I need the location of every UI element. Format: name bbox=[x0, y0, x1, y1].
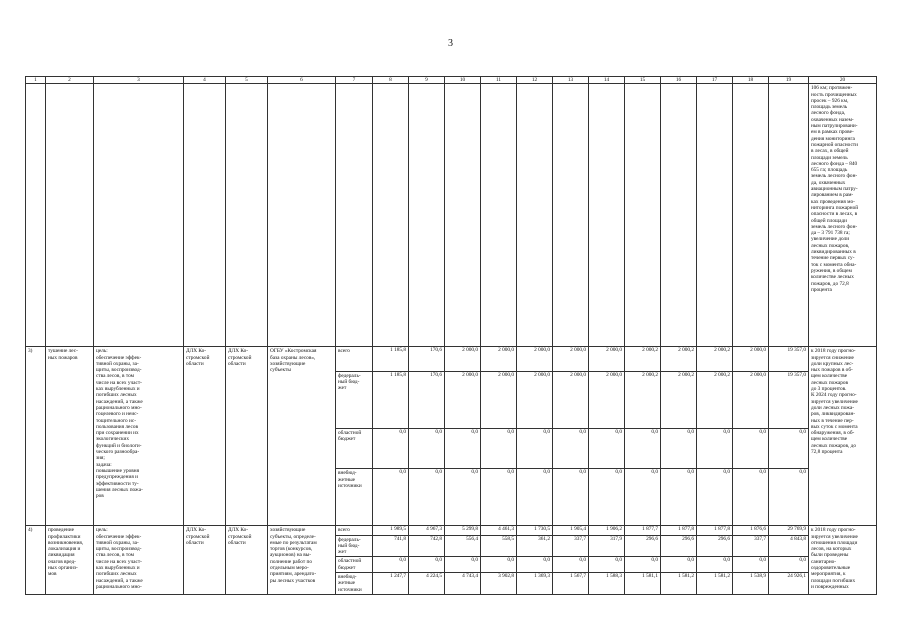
column-number-header: 9 bbox=[409, 77, 445, 84]
value-cell: 1 906,2 bbox=[589, 526, 625, 535]
value-cell: 2 000,0 bbox=[589, 347, 625, 371]
table-row bbox=[26, 526, 877, 535]
source-label: областной бюджет bbox=[336, 428, 373, 469]
column-number-header: 6 bbox=[268, 77, 336, 84]
value-cell: 4 743,4 bbox=[445, 573, 481, 595]
result-cell: к 2018 году прогно- зируется снижение доли крупных лес- ных пожаров в об- щем количестве лесных пожаров до 3 процентов. К 2024 году прогно- зируется увеличение доли лесных пожа- ров, ликвидирован- ных в течение пер- вых суток с момента обнаружения, в об- щем количестве лесных пожаров, до 72,8 процента bbox=[809, 347, 877, 526]
value-cell: 317,9 bbox=[589, 535, 625, 557]
source-label: федераль- ный бюд- жет bbox=[336, 371, 373, 428]
value-cell: 3 902,8 bbox=[481, 573, 517, 595]
value-cell: 1 581,2 bbox=[661, 573, 697, 595]
value-cell: 2 000,0 bbox=[517, 347, 553, 371]
value-cell: 1 730,5 bbox=[517, 526, 553, 535]
goal-cell: цель: обеспечение эффек- тивной охраны, за- щиты, воспроизвод- ства лесов, в том числе на всех участ- ках вырубленных и погибших лесных насаждений, а также рационального мно- bbox=[94, 526, 184, 595]
value-cell: 1 876,6 bbox=[733, 526, 769, 535]
participant-cell: хозяйствующие субъекты, определе- емые по результатам торгов (конкурсов, аукционов) на вы- полнение работ по отдельным меро- приятиям, арендато- ры лесных участков bbox=[268, 526, 336, 595]
value-cell: 0,0 bbox=[697, 557, 733, 573]
value-cell: 0,0 bbox=[553, 428, 589, 469]
value-cell: 1 567,7 bbox=[553, 573, 589, 595]
value-cell: 2 000,0 bbox=[445, 371, 481, 428]
value-cell: 2 000,0 bbox=[481, 371, 517, 428]
value-cell: 361,2 bbox=[517, 535, 553, 557]
value-cell: 296,6 bbox=[661, 535, 697, 557]
source-label: внебюд- жетные источники bbox=[336, 573, 373, 595]
value-cell: 0,0 bbox=[481, 557, 517, 573]
executor-cell: ДЛХ Ко- стромской области bbox=[184, 526, 226, 595]
column-number-header: 8 bbox=[373, 77, 409, 84]
value-cell: 1 588,3 bbox=[589, 573, 625, 595]
column-number-header: 4 bbox=[184, 77, 226, 84]
value-cell: 4 967,3 bbox=[409, 526, 445, 535]
value-cell: 2 000,0 bbox=[733, 371, 769, 428]
value-cell: 0,0 bbox=[625, 469, 661, 526]
total-cell: 24 926,1 bbox=[769, 573, 809, 595]
value-cell: 0,0 bbox=[481, 469, 517, 526]
value-cell: 741,8 bbox=[373, 535, 409, 557]
value-cell: 0,0 bbox=[661, 428, 697, 469]
column-number-header: 3 bbox=[94, 77, 184, 84]
total-cell: 0,0 bbox=[769, 428, 809, 469]
value-cell: 1 989,5 bbox=[373, 526, 409, 535]
total-cell: 29 769,9 bbox=[769, 526, 809, 535]
value-cell: 0,0 bbox=[409, 557, 445, 573]
coexecutor-cell: ДЛХ Ко- стромской области bbox=[226, 347, 268, 526]
value-cell: 556,4 bbox=[445, 535, 481, 557]
result-cell: 106 км; протяжен- ность прочищенных просек – 926 км, площадь земель лесного фонда, охваченных назем- ным патрулировани- ем в рамках прове- дения мониторинга пожарной опасности в лесах, в общей площади земель лесного фонда – 840 655 га; площадь земель лесного фон- да, охваченных авиационным патру- лированием в рам- ках проведения мо- ниторинга пожарной опасности в лесах, в общей площади земель лесного фон- да – 3 791 738 га; увеличение доли лесных пожаров, ликвидированных в течение первых су- ток с момента обна- ружения, в общем количестве лесных пожаров, до 72,8 процента bbox=[809, 84, 877, 347]
value-cell: 0,0 bbox=[373, 469, 409, 526]
value-cell: 1 185,8 bbox=[373, 347, 409, 371]
value-cell: 2 000,2 bbox=[625, 371, 661, 428]
value-cell: 0,0 bbox=[481, 428, 517, 469]
value-cell: 1 369,3 bbox=[517, 573, 553, 595]
value-cell: 0,0 bbox=[733, 469, 769, 526]
value-cell: 296,6 bbox=[625, 535, 661, 557]
value-cell: 0,0 bbox=[661, 557, 697, 573]
value-cell: 2 000,0 bbox=[553, 371, 589, 428]
column-number-header: 14 bbox=[589, 77, 625, 84]
value-cell: 0,0 bbox=[733, 428, 769, 469]
value-cell: 0,0 bbox=[625, 557, 661, 573]
table-row bbox=[26, 347, 877, 371]
source-label: всего bbox=[336, 526, 373, 535]
value-cell: 170,6 bbox=[409, 347, 445, 371]
value-cell: 1 581,1 bbox=[625, 573, 661, 595]
value-cell: 0,0 bbox=[373, 428, 409, 469]
value-cell: 2 000,0 bbox=[445, 347, 481, 371]
value-cell: 2 000,0 bbox=[733, 347, 769, 371]
value-cell: 0,0 bbox=[625, 428, 661, 469]
total-cell: 0,0 bbox=[769, 469, 809, 526]
value-cell: 0,0 bbox=[697, 469, 733, 526]
value-cell: 1 247,7 bbox=[373, 573, 409, 595]
value-cell: 1 877,8 bbox=[661, 526, 697, 535]
total-cell: 19 357,0 bbox=[769, 347, 809, 371]
column-number-header: 11 bbox=[481, 77, 517, 84]
value-cell: 0,0 bbox=[445, 428, 481, 469]
column-number-header: 18 bbox=[733, 77, 769, 84]
value-cell: 2 000,2 bbox=[661, 347, 697, 371]
column-number-header: 12 bbox=[517, 77, 553, 84]
total-cell: 19 357,0 bbox=[769, 371, 809, 428]
value-cell: 296,6 bbox=[697, 535, 733, 557]
value-cell: 0,0 bbox=[589, 469, 625, 526]
value-cell: 0,0 bbox=[553, 557, 589, 573]
row-number: 4) bbox=[26, 526, 46, 595]
table-row-continuation bbox=[26, 84, 877, 347]
value-cell: 0,0 bbox=[445, 469, 481, 526]
column-number-header: 19 bbox=[769, 77, 809, 84]
value-cell: 0,0 bbox=[445, 557, 481, 573]
column-number-header: 5 bbox=[226, 77, 268, 84]
value-cell: 0,0 bbox=[517, 557, 553, 573]
executor-cell: ДЛХ Ко- стромской области bbox=[184, 347, 226, 526]
column-number-header: 13 bbox=[553, 77, 589, 84]
value-cell: 337,7 bbox=[553, 535, 589, 557]
result-cell: к 2018 году прогно- зируется увеличение отношения площади лесов, на которых были проведены санитарно- оздоровительные мероприятия, к площади погибших и поврежденных bbox=[809, 526, 877, 595]
value-cell: 0,0 bbox=[517, 428, 553, 469]
value-cell: 170,6 bbox=[409, 371, 445, 428]
value-cell: 0,0 bbox=[553, 469, 589, 526]
total-cell: 4 843,8 bbox=[769, 535, 809, 557]
column-number-header: 10 bbox=[445, 77, 481, 84]
column-number-header: 1 bbox=[26, 77, 46, 84]
participant-cell: ОГБУ «Костромская база охраны лесов», хозяйствующие субъекты bbox=[268, 347, 336, 526]
source-label: федераль- ный бюд- жет bbox=[336, 535, 373, 557]
goal-cell: цель: обеспечение эффек- тивной охраны, за- щиты, воспроизвод- ства лесов, в том числе на всех участ- ках вырубленных и погибших лесных насаждений, а также рационального мно- гоцелевого и неис- тощительного ис- пользования лесов при сохранении их экологических функций и биологи- ческого разнообра- зия; задача: повышение уровня предупреждения и эффективности ту- шения лесных пожа- ров bbox=[94, 347, 184, 526]
value-cell: 1 877,8 bbox=[697, 526, 733, 535]
value-cell: 337,7 bbox=[733, 535, 769, 557]
coexecutor-cell: ДЛХ Ко- стромской области bbox=[226, 526, 268, 595]
value-cell: 2 000,0 bbox=[517, 371, 553, 428]
value-cell: 742,8 bbox=[409, 535, 445, 557]
value-cell: 0,0 bbox=[589, 557, 625, 573]
value-cell: 0,0 bbox=[409, 469, 445, 526]
column-number-header: 20 bbox=[809, 77, 877, 84]
total-cell: 0,0 bbox=[769, 557, 809, 573]
value-cell: 1 905,4 bbox=[553, 526, 589, 535]
value-cell: 1 185,8 bbox=[373, 371, 409, 428]
value-cell: 0,0 bbox=[409, 428, 445, 469]
program-table bbox=[25, 76, 877, 595]
column-number-header: 16 bbox=[661, 77, 697, 84]
source-label: внебюд- жетные источники bbox=[336, 469, 373, 526]
value-cell: 0,0 bbox=[697, 428, 733, 469]
value-cell: 558,5 bbox=[481, 535, 517, 557]
value-cell: 0,0 bbox=[517, 469, 553, 526]
column-number-header: 17 bbox=[697, 77, 733, 84]
header-row bbox=[26, 77, 877, 84]
value-cell: 0,0 bbox=[661, 469, 697, 526]
column-number-header: 15 bbox=[625, 77, 661, 84]
value-cell: 5 299,8 bbox=[445, 526, 481, 535]
value-cell: 0,0 bbox=[589, 428, 625, 469]
value-cell: 2 000,0 bbox=[589, 371, 625, 428]
value-cell: 2 000,2 bbox=[661, 371, 697, 428]
value-cell: 2 000,2 bbox=[697, 347, 733, 371]
value-cell: 4 461,3 bbox=[481, 526, 517, 535]
column-number-header: 7 bbox=[336, 77, 373, 84]
value-cell: 0,0 bbox=[733, 557, 769, 573]
value-cell: 2 000,2 bbox=[697, 371, 733, 428]
source-label: областной бюджет bbox=[336, 557, 373, 573]
measure-name: проведение профилактики возникновения, локализация и ликвидация очагов вред- ных организ- мов bbox=[46, 526, 94, 595]
column-number-header: 2 bbox=[46, 77, 94, 84]
value-cell: 2 000,2 bbox=[625, 347, 661, 371]
row-number: 3) bbox=[26, 347, 46, 526]
value-cell: 2 000,0 bbox=[481, 347, 517, 371]
value-cell: 1 581,2 bbox=[697, 573, 733, 595]
page-number: 3 bbox=[448, 38, 453, 49]
value-cell: 1 538,9 bbox=[733, 573, 769, 595]
source-label: всего bbox=[336, 347, 373, 371]
measure-name: тушение лес- ных пожаров bbox=[46, 347, 94, 526]
value-cell: 2 000,0 bbox=[553, 347, 589, 371]
value-cell: 4 224,5 bbox=[409, 573, 445, 595]
value-cell: 1 877,7 bbox=[625, 526, 661, 535]
value-cell: 0,0 bbox=[373, 557, 409, 573]
